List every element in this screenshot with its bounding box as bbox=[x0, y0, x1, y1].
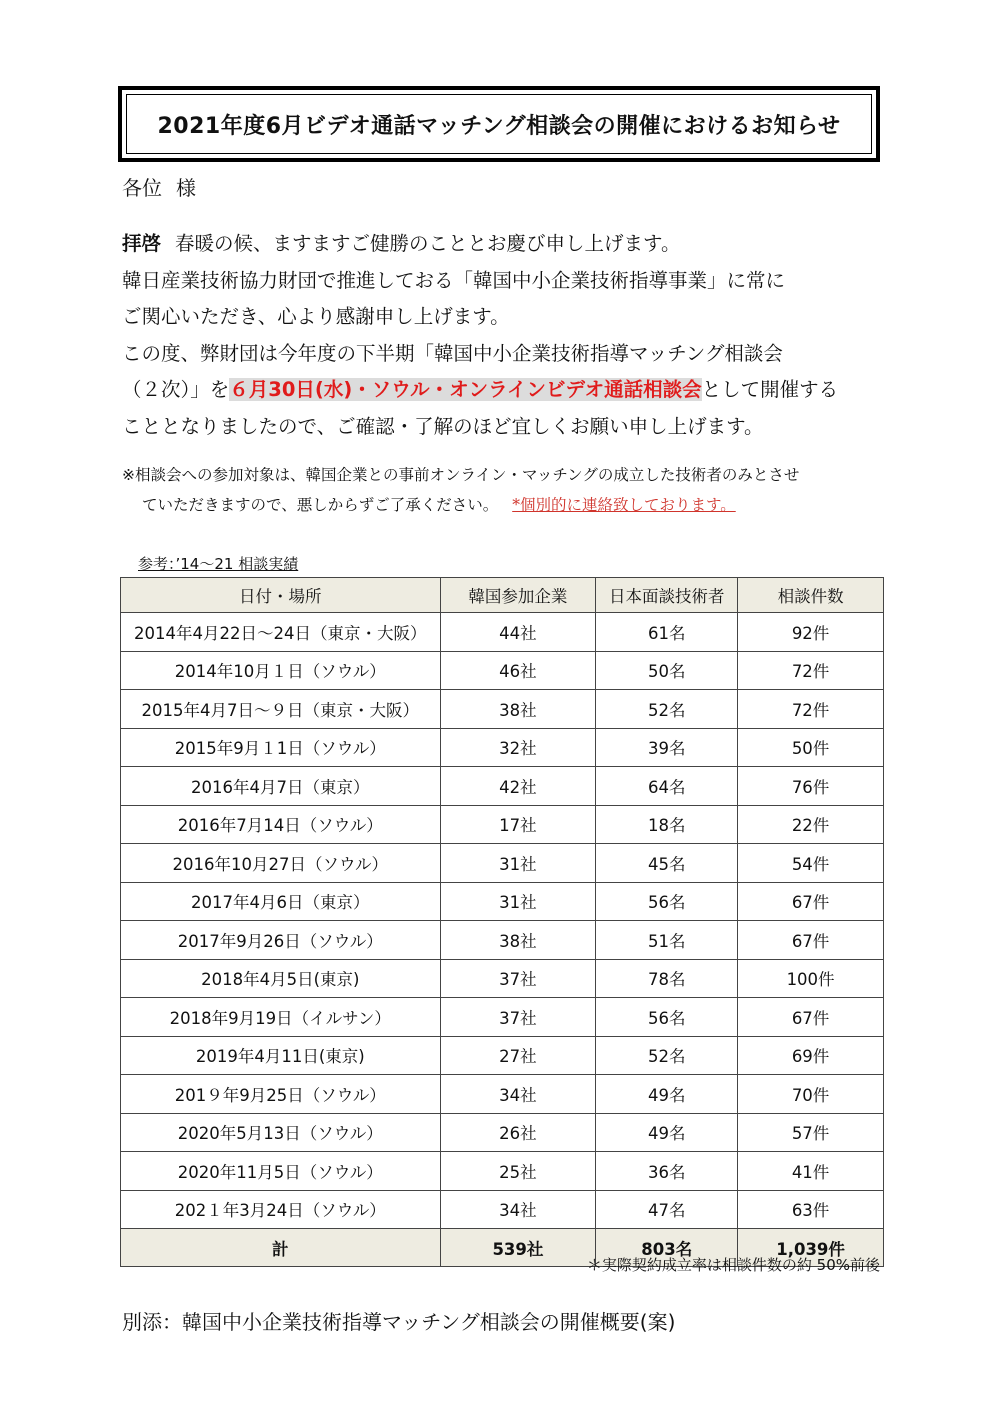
cell-japanese-engineers: 51名 bbox=[596, 921, 738, 960]
cell-date-place: 202１年3月24日（ソウル） bbox=[121, 1190, 441, 1229]
greeting-line-5 bbox=[122, 372, 892, 409]
cell-japanese-engineers: 56名 bbox=[596, 998, 738, 1037]
cell-date-place: 2018年4月5日(東京) bbox=[121, 959, 441, 998]
cell-consultations: 76件 bbox=[738, 767, 884, 806]
note-line-2-text: ていただきますので、悪しからずご了承ください。 bbox=[142, 496, 499, 514]
cell-consultations: 92件 bbox=[738, 613, 884, 652]
table-row bbox=[121, 1190, 884, 1229]
cell-japanese-engineers: 78名 bbox=[596, 959, 738, 998]
cell-date-place: 2016年10月27日（ソウル） bbox=[121, 844, 441, 883]
table-row bbox=[121, 921, 884, 960]
total-engineers: 803名 bbox=[596, 1229, 738, 1267]
table-row bbox=[121, 844, 884, 883]
greeting-line-3: ご関心いただき、心より感謝申し上げます。 bbox=[122, 305, 510, 328]
cell-date-place: 2016年4月7日（東京） bbox=[121, 767, 441, 806]
addressee bbox=[122, 172, 196, 201]
greeting-body bbox=[122, 226, 892, 445]
cell-japanese-engineers: 36名 bbox=[596, 1152, 738, 1191]
table-row bbox=[121, 959, 884, 998]
addressee-name: 各位 bbox=[122, 176, 162, 200]
table-row bbox=[121, 1113, 884, 1152]
cell-korean-companies: 31社 bbox=[440, 882, 596, 921]
header-date-place: 日付・場所 bbox=[121, 578, 441, 613]
cell-japanese-engineers: 52名 bbox=[596, 690, 738, 729]
cell-date-place: 2017年9月26日（ソウル） bbox=[121, 921, 441, 960]
event-highlight: ６月30日(水)・ソウル・オンラインビデオ通話相談会 bbox=[229, 378, 702, 401]
table-row bbox=[121, 613, 884, 652]
table-row bbox=[121, 1075, 884, 1114]
cell-date-place: 2020年11月5日（ソウル） bbox=[121, 1152, 441, 1191]
title-box bbox=[118, 86, 880, 162]
cell-consultations: 41件 bbox=[738, 1152, 884, 1191]
cell-japanese-engineers: 64名 bbox=[596, 767, 738, 806]
header-japanese-engineers: 日本面談技術者 bbox=[596, 578, 738, 613]
table-row bbox=[121, 805, 884, 844]
cell-date-place: 2015年9月１1日（ソウル） bbox=[121, 728, 441, 767]
reference-label: 参考：’14～21 相談実績 bbox=[138, 555, 299, 573]
greeting-line-2: 韓日産業技術協力財団で推進しておる「韓国中小企業技術指導事業」に常に bbox=[122, 268, 786, 292]
consultation-results-table bbox=[120, 577, 884, 1267]
cell-korean-companies: 37社 bbox=[440, 998, 596, 1037]
cell-korean-companies: 46社 bbox=[440, 651, 596, 690]
greeting-line-4: この度、弊財団は今年度の下半期「韓国中小企業技術指導マッチング相談会 bbox=[122, 341, 783, 365]
cell-korean-companies: 38社 bbox=[440, 921, 596, 960]
note-line-1: ※相談会への参加対象は、韓国企業との事前オンライン・マッチングの成立した技術者のみとさせ bbox=[122, 466, 800, 484]
greeting-opening: 拝啓 bbox=[122, 232, 162, 255]
cell-japanese-engineers: 61名 bbox=[596, 613, 738, 652]
cell-consultations: 67件 bbox=[738, 882, 884, 921]
header-consultations: 相談件数 bbox=[738, 578, 884, 613]
header-korean-companies: 韓国参加企業 bbox=[440, 578, 596, 613]
cell-japanese-engineers: 39名 bbox=[596, 728, 738, 767]
greeting-line-5-post: として開催する bbox=[701, 378, 839, 401]
cell-consultations: 67件 bbox=[738, 998, 884, 1037]
cell-date-place: 2020年5月13日（ソウル） bbox=[121, 1113, 441, 1152]
participation-note bbox=[122, 460, 892, 520]
cell-korean-companies: 26社 bbox=[440, 1113, 596, 1152]
addressee-honorific: 様 bbox=[176, 176, 196, 200]
cell-consultations: 22件 bbox=[738, 805, 884, 844]
cell-consultations: 57件 bbox=[738, 1113, 884, 1152]
table-row bbox=[121, 882, 884, 921]
cell-korean-companies: 34社 bbox=[440, 1190, 596, 1229]
cell-japanese-engineers: 45名 bbox=[596, 844, 738, 883]
cell-consultations: 67件 bbox=[738, 921, 884, 960]
cell-japanese-engineers: 49名 bbox=[596, 1075, 738, 1114]
table-row bbox=[121, 1152, 884, 1191]
attachment-line: 別添：韓国中小企業技術指導マッチング相談会の開催概要(案) bbox=[122, 1310, 676, 1334]
cell-date-place: 2017年4月6日（東京） bbox=[121, 882, 441, 921]
table-header-row bbox=[121, 578, 884, 613]
cell-korean-companies: 27社 bbox=[440, 1036, 596, 1075]
cell-japanese-engineers: 52名 bbox=[596, 1036, 738, 1075]
cell-korean-companies: 38社 bbox=[440, 690, 596, 729]
cell-korean-companies: 44社 bbox=[440, 613, 596, 652]
cell-consultations: 72件 bbox=[738, 651, 884, 690]
greeting-line-1-text: 春暖の候、ますますご健勝のこととお慶び申し上げます。 bbox=[175, 232, 681, 255]
cell-consultations: 63件 bbox=[738, 1190, 884, 1229]
cell-korean-companies: 37社 bbox=[440, 959, 596, 998]
cell-korean-companies: 32社 bbox=[440, 728, 596, 767]
cell-date-place: 2016年7月14日（ソウル） bbox=[121, 805, 441, 844]
footnote: ＊実際契約成立率は相談件数の約 50%前後 bbox=[586, 1256, 880, 1274]
cell-consultations: 72件 bbox=[738, 690, 884, 729]
table-row bbox=[121, 1036, 884, 1075]
cell-consultations: 54件 bbox=[738, 844, 884, 883]
cell-date-place: 2014年10月１日（ソウル） bbox=[121, 651, 441, 690]
cell-date-place: 2019年4月11日(東京) bbox=[121, 1036, 441, 1075]
greeting-line-5-pre: （２次）」を bbox=[122, 378, 230, 401]
cell-japanese-engineers: 18名 bbox=[596, 805, 738, 844]
table-row bbox=[121, 651, 884, 690]
cell-japanese-engineers: 47名 bbox=[596, 1190, 738, 1229]
total-label: 計 bbox=[121, 1229, 441, 1267]
cell-consultations: 100件 bbox=[738, 959, 884, 998]
cell-korean-companies: 31社 bbox=[440, 844, 596, 883]
page-title: 2021年度6月ビデオ通話マッチング相談会の開催におけるお知らせ bbox=[126, 94, 872, 154]
individual-contact-note: *個別的に連絡致しております。 bbox=[512, 496, 736, 514]
cell-korean-companies: 34社 bbox=[440, 1075, 596, 1114]
table-row bbox=[121, 690, 884, 729]
greeting-line-6: こととなりましたので、ご確認・了解のほど宜しくお願い申し上げます。 bbox=[122, 414, 764, 438]
note-line-2 bbox=[122, 490, 892, 520]
table-row bbox=[121, 767, 884, 806]
cell-date-place: 2014年4月22日～24日（東京・大阪） bbox=[121, 613, 441, 652]
greeting-line-1 bbox=[122, 226, 892, 263]
cell-korean-companies: 42社 bbox=[440, 767, 596, 806]
total-consultations: 1,039件 bbox=[738, 1229, 884, 1267]
cell-consultations: 50件 bbox=[738, 728, 884, 767]
cell-date-place: 2018年9月19日（イルサン） bbox=[121, 998, 441, 1037]
cell-consultations: 70件 bbox=[738, 1075, 884, 1114]
cell-date-place: 201９年9月25日（ソウル） bbox=[121, 1075, 441, 1114]
cell-japanese-engineers: 56名 bbox=[596, 882, 738, 921]
table-row bbox=[121, 998, 884, 1037]
cell-korean-companies: 17社 bbox=[440, 805, 596, 844]
cell-consultations: 69件 bbox=[738, 1036, 884, 1075]
total-companies: 539社 bbox=[440, 1229, 596, 1267]
cell-japanese-engineers: 50名 bbox=[596, 651, 738, 690]
cell-date-place: 2015年4月7日～９日（東京・大阪） bbox=[121, 690, 441, 729]
table-row bbox=[121, 728, 884, 767]
cell-japanese-engineers: 49名 bbox=[596, 1113, 738, 1152]
cell-korean-companies: 25社 bbox=[440, 1152, 596, 1191]
